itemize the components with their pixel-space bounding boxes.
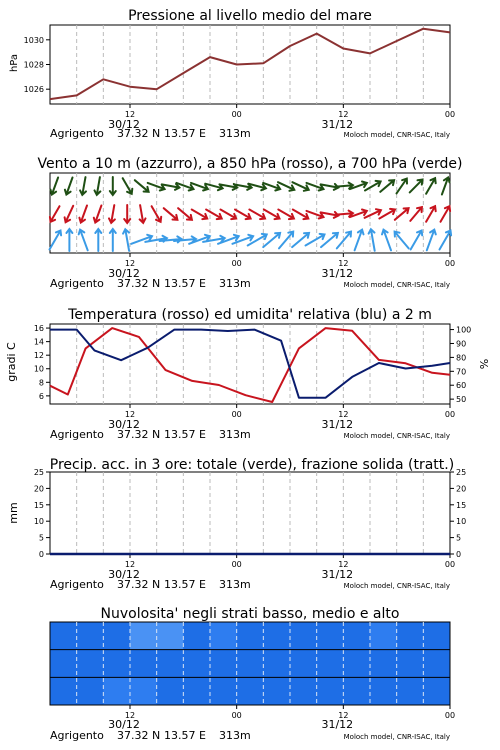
y-tick-label: 15 <box>33 500 44 510</box>
y-tick-label: 8 <box>38 378 44 388</box>
y-tick-label: 1028 <box>23 60 44 70</box>
humidity-line <box>50 330 450 398</box>
location-lon: 13.57 E <box>164 729 206 742</box>
x-tick-label: 00 <box>231 711 242 720</box>
wind-700-arrow <box>51 178 59 195</box>
wind-700-arrow <box>380 180 394 192</box>
wind-10m-arrow <box>95 229 101 251</box>
location-name: Agrigento <box>50 428 104 441</box>
wind-850-arrow <box>65 206 74 222</box>
y-tick-label: 10 <box>33 364 44 374</box>
model-credit: Moloch model, CNR-ISAC, Italy <box>343 432 450 440</box>
location-elev: 313m <box>219 277 251 290</box>
location-name: Agrigento <box>50 578 104 591</box>
wind-700-arrow <box>80 177 86 195</box>
pressure-line <box>50 29 450 99</box>
location-lon: 13.57 E <box>164 578 206 591</box>
wind-850-arrow <box>192 210 208 220</box>
location-name: Agrigento <box>50 127 104 140</box>
wind-700-arrow <box>123 178 133 194</box>
wind-850-arrow <box>264 210 280 220</box>
x-date-label: 31/12 <box>321 718 354 731</box>
wind-850-arrow <box>249 210 265 220</box>
pressure-title: Pressione al livello medio del mare <box>128 8 372 24</box>
y-tick-label: 1030 <box>23 35 44 45</box>
cloud-cell <box>103 650 130 678</box>
wind-10m-arrow <box>279 232 293 249</box>
cloud-cell <box>317 650 344 678</box>
y-tick-label: 16 <box>33 324 44 334</box>
cloud-cell <box>210 622 237 650</box>
temperature-plot-frame <box>50 324 450 404</box>
temperature-y-label: gradi C <box>5 342 18 382</box>
y-tick-label: 10 <box>33 517 44 527</box>
x-tick-label: 00 <box>444 560 456 569</box>
cloud-cell <box>50 677 77 705</box>
wind-850-arrow <box>109 205 115 223</box>
cloud-cell <box>77 622 104 650</box>
y-tick-label-right: 5 <box>456 533 462 543</box>
cloud-cell <box>317 622 344 650</box>
cloud-cell <box>50 622 77 650</box>
x-tick-label: 00 <box>444 410 456 419</box>
wind-850-arrow <box>164 208 178 220</box>
y-tick-label-right: 20 <box>456 484 467 494</box>
y-tick-label-right: 0 <box>456 550 462 559</box>
y-tick-label: 1026 <box>23 85 44 95</box>
x-tick-label: 12 <box>338 560 349 569</box>
wind-700-arrow <box>397 179 408 194</box>
wind-850-arrow <box>94 206 102 223</box>
wind-10m-arrow <box>123 229 129 251</box>
wind-10m-arrow <box>337 232 351 249</box>
wind-850-arrow <box>178 208 192 220</box>
cloud-cell <box>237 677 264 705</box>
cloud-cell <box>183 650 210 678</box>
cloud-cell <box>343 622 370 650</box>
wind-700-arrow <box>95 177 101 195</box>
cloud-cell <box>210 650 237 678</box>
cloud-cell <box>157 622 184 650</box>
wind-850-arrow <box>124 205 130 223</box>
wind-10m-arrow <box>110 229 116 251</box>
wind-850-arrow <box>221 210 237 220</box>
cloud-cell <box>290 650 317 678</box>
y-tick-label: 20 <box>33 484 44 494</box>
x-date-label: 30/12 <box>108 118 140 131</box>
x-tick-label: 00 <box>231 110 242 119</box>
cloud-cell <box>77 677 104 705</box>
precip-title: Precip. acc. in 3 ore: totale (verde), frazione solida (tratt.) <box>49 457 455 473</box>
wind-10m-arrow <box>131 235 152 244</box>
cloud-cell <box>130 650 157 678</box>
y-tick-label-right: 90 <box>456 339 467 349</box>
x-tick-label: 12 <box>124 110 136 119</box>
cloud-cell <box>290 677 317 705</box>
panel-pressure <box>9 8 455 140</box>
x-tick-label: 00 <box>231 259 242 268</box>
y-tick-label-right: 10 <box>456 517 467 527</box>
cloud-cell <box>343 677 370 705</box>
wind-700-arrow <box>442 178 450 195</box>
cloud-cell <box>263 622 290 650</box>
x-date-label: 30/12 <box>108 718 140 731</box>
y-tick-label: 12 <box>33 351 44 361</box>
wind-title: Vento a 10 m (azzurro), a 850 hPa (rosso), a 700 hPa (verde) <box>37 156 463 172</box>
wind-850-arrow <box>235 210 251 220</box>
x-tick-label: 00 <box>444 259 456 268</box>
location-elev: 313m <box>219 428 251 441</box>
location-elev: 313m <box>219 127 251 140</box>
x-tick-label: 00 <box>444 110 456 119</box>
y-tick-label-right: 60 <box>456 381 467 391</box>
precip-plot-frame <box>50 472 450 554</box>
wind-850-arrow <box>441 206 451 222</box>
cloud-cell <box>157 677 184 705</box>
cloud-cell <box>423 677 450 705</box>
cloud-cell <box>317 677 344 705</box>
panel-temperature <box>5 307 491 441</box>
y-tick-label-right: 25 <box>456 468 467 477</box>
clouds-title: Nuvolosita' negli strati basso, medio e alto <box>100 606 400 622</box>
cloud-cell <box>103 622 130 650</box>
cloud-cell <box>290 622 317 650</box>
wind-850-arrow <box>206 210 222 220</box>
cloud-cell <box>237 650 264 678</box>
wind-850-arrow <box>140 205 146 223</box>
wind-10m-arrow <box>355 230 364 251</box>
x-date-label: 30/12 <box>108 418 140 431</box>
x-tick-label: 00 <box>231 560 242 569</box>
x-date-label: 31/12 <box>321 267 354 280</box>
wind-700-arrow <box>65 178 73 195</box>
cloud-cell <box>370 650 397 678</box>
x-tick-label: 12 <box>338 410 349 419</box>
x-tick-label: 00 <box>444 711 456 720</box>
cloud-cell <box>210 677 237 705</box>
y-tick-label-right: 100 <box>456 325 472 335</box>
x-tick-label: 12 <box>338 259 349 268</box>
model-credit: Moloch model, CNR-ISAC, Italy <box>343 582 450 590</box>
wind-700-arrow <box>135 180 149 192</box>
wind-10m-arrow <box>427 230 436 251</box>
cloud-cell <box>263 677 290 705</box>
panel-clouds <box>50 606 455 742</box>
x-tick-label: 12 <box>338 110 349 119</box>
y-tick-label: 0 <box>38 550 44 559</box>
panel-precip <box>7 457 466 591</box>
y-tick-label: 6 <box>38 391 44 401</box>
location-elev: 313m <box>219 729 251 742</box>
model-credit: Moloch model, CNR-ISAC, Italy <box>343 733 450 741</box>
x-date-label: 31/12 <box>321 418 354 431</box>
location-elev: 313m <box>219 578 251 591</box>
location-lat: 37.32 N <box>117 729 161 742</box>
location-lat: 37.32 N <box>117 428 161 441</box>
y-tick-label: 14 <box>33 337 44 347</box>
cloud-cell <box>183 622 210 650</box>
x-date-label: 30/12 <box>108 568 140 581</box>
precip-y-label: mm <box>7 502 20 524</box>
wind-850-arrow <box>50 206 60 222</box>
wind-850-arrow <box>410 207 422 221</box>
x-date-label: 31/12 <box>321 568 354 581</box>
cloud-cell <box>370 622 397 650</box>
wind-850-arrow <box>278 210 294 220</box>
cloud-cell <box>343 650 370 678</box>
cloud-cell <box>263 650 290 678</box>
x-date-label: 30/12 <box>108 267 140 280</box>
x-tick-label: 12 <box>124 410 136 419</box>
y-tick-label: 25 <box>33 468 44 477</box>
y-tick-label-right: 80 <box>456 353 467 363</box>
x-tick-label: 12 <box>338 711 349 720</box>
wind-700-arrow <box>426 178 436 194</box>
temperature-title: Temperatura (rosso) ed umidita' relativa (blu) a 2 m <box>68 307 432 323</box>
x-date-label: 31/12 <box>321 118 354 131</box>
y-tick-label-right: 50 <box>456 395 467 405</box>
cloud-cell <box>50 650 77 678</box>
wind-10m-arrow <box>440 231 452 250</box>
cloud-cell <box>370 677 397 705</box>
location-name: Agrigento <box>50 729 104 742</box>
wind-850-arrow <box>426 206 436 222</box>
cloud-cell <box>183 677 210 705</box>
cloud-cell <box>423 622 450 650</box>
wind-10m-arrow <box>50 231 62 250</box>
x-tick-label: 12 <box>124 560 136 569</box>
wind-10m-arrow <box>382 230 391 251</box>
wind-10m-arrow <box>79 230 88 251</box>
cloud-cell <box>397 677 424 705</box>
cloud-cell <box>423 650 450 678</box>
location-lat: 37.32 N <box>117 277 161 290</box>
location-lon: 13.57 E <box>164 277 206 290</box>
wind-10m-arrow <box>66 229 72 251</box>
x-tick-label: 12 <box>124 259 136 268</box>
pressure-y-label: hPa <box>9 53 20 73</box>
model-credit: Moloch model, CNR-ISAC, Italy <box>343 281 450 289</box>
cloud-cell <box>130 677 157 705</box>
wind-700-arrow <box>110 177 116 195</box>
wind-850-arrow <box>79 206 87 223</box>
wind-10m-arrow <box>411 231 423 250</box>
cloud-cell <box>397 650 424 678</box>
wind-700-arrow <box>410 180 423 193</box>
location-lon: 13.57 E <box>164 428 206 441</box>
y-tick-label: 5 <box>38 533 44 543</box>
cloud-cell <box>130 622 157 650</box>
location-lat: 37.32 N <box>117 578 161 591</box>
y-tick-label-right: 70 <box>456 367 467 377</box>
humidity-y-label: % <box>478 358 491 370</box>
location-lat: 37.32 N <box>117 127 161 140</box>
cloud-cell <box>103 677 130 705</box>
panel-wind <box>37 156 462 290</box>
x-tick-label: 00 <box>231 410 242 419</box>
location-lon: 13.57 E <box>164 127 206 140</box>
cloud-cell <box>157 650 184 678</box>
x-tick-label: 12 <box>124 711 136 720</box>
cloud-cell <box>77 650 104 678</box>
cloud-cell <box>237 622 264 650</box>
model-credit: Moloch model, CNR-ISAC, Italy <box>343 131 450 139</box>
cloud-cell <box>397 622 424 650</box>
location-name: Agrigento <box>50 277 104 290</box>
y-tick-label-right: 15 <box>456 500 467 510</box>
